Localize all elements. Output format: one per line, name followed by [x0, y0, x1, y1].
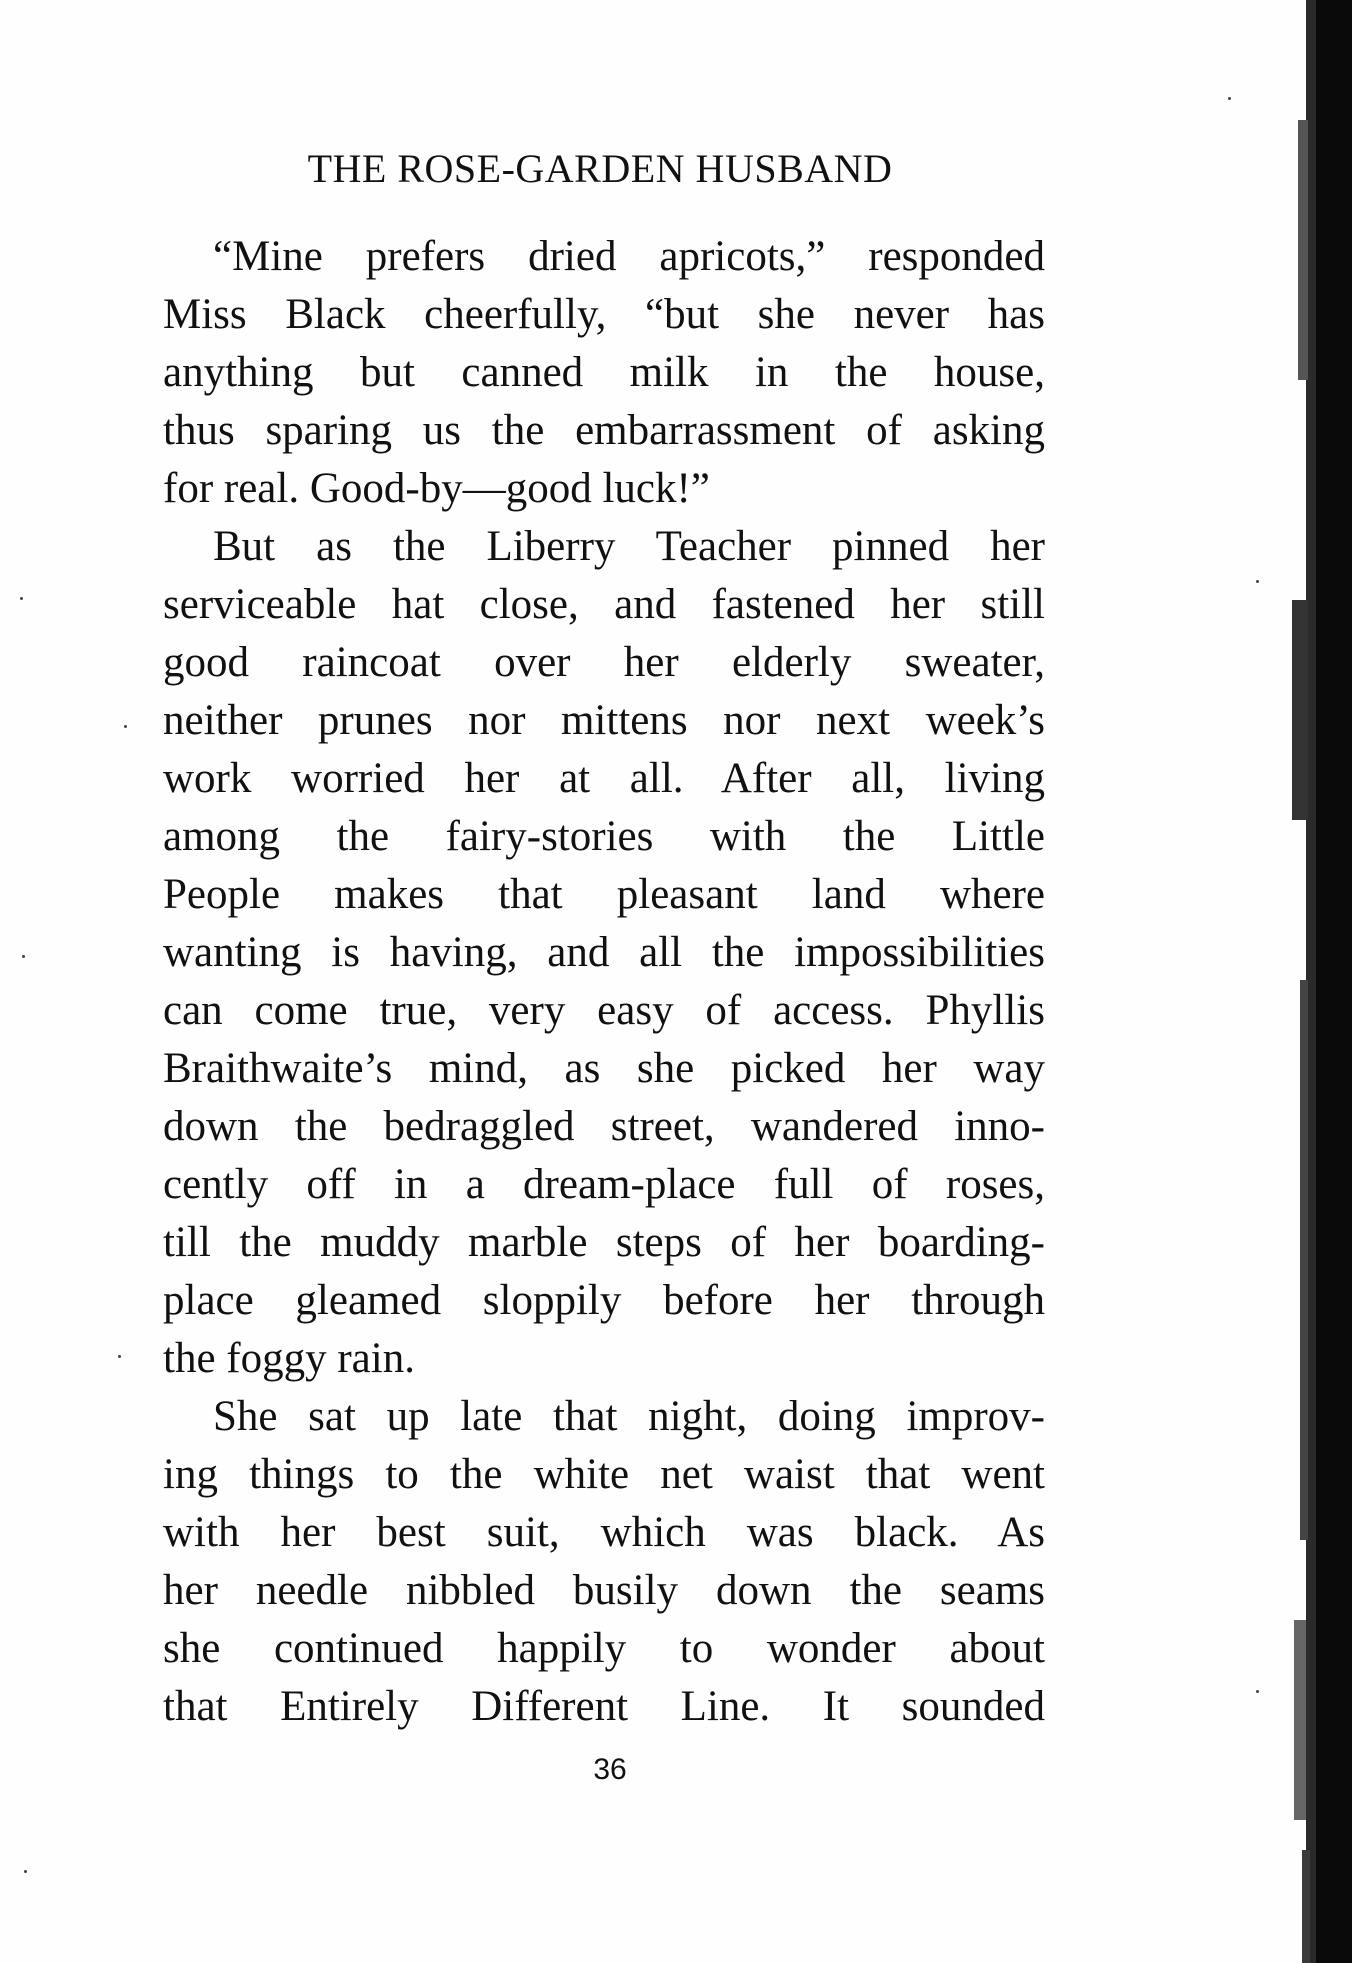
text-line: with her best suit, which was black. As [163, 1509, 1045, 1556]
text-line: People makes that pleasant land where [163, 871, 1045, 918]
text-line: the foggy rain. [163, 1335, 415, 1382]
text-line: neither prunes nor mittens nor next week’s [163, 697, 1045, 744]
text-line: She sat up late that night, doing improv- [213, 1393, 1045, 1440]
text-line: place gleamed sloppily before her through [163, 1277, 1045, 1324]
text-line: her needle nibbled busily down the seams [163, 1567, 1045, 1614]
text-line: till the muddy marble steps of her boarding- [163, 1219, 1045, 1266]
scan-speck [20, 597, 23, 600]
text-line: work worried her at all. After all, living [163, 755, 1045, 802]
text-line: for real. Good-by—good luck!” [163, 465, 710, 512]
text-line: Braithwaite’s mind, as she picked her way [163, 1045, 1045, 1092]
text-line: Miss Black cheerfully, “but she never has [163, 291, 1045, 338]
text-line: serviceable hat close, and fastened her still [163, 581, 1045, 628]
text-line: down the bedraggled street, wandered inno- [163, 1103, 1045, 1150]
body-text [163, 228, 1045, 1736]
scan-speck [24, 1870, 27, 1873]
page-number: 36 [593, 1753, 627, 1786]
scan-speck [118, 1355, 121, 1358]
text-line: cently off in a dream-place full of roses, [163, 1161, 1045, 1208]
text-line: good raincoat over her elderly sweater, [163, 639, 1045, 686]
text-line: “Mine prefers dried apricots,” responded [213, 233, 1045, 280]
scan-speck [1256, 1690, 1259, 1693]
running-head: THE ROSE-GARDEN HUSBAND [307, 146, 893, 191]
binding-shadow [1262, 0, 1352, 1963]
scan-speck [1256, 580, 1259, 583]
text-line: But as the Liberry Teacher pinned her [213, 523, 1045, 570]
text-line: wanting is having, and all the impossibilities [163, 929, 1045, 976]
scan-speck [1228, 97, 1231, 100]
text-line: anything but canned milk in the house, [163, 349, 1045, 396]
text-line: thus sparing us the embarrassment of asking [163, 407, 1045, 454]
text-line: among the fairy-stories with the Little [163, 813, 1045, 860]
text-line: she continued happily to wonder about [163, 1625, 1045, 1672]
text-line: ing things to the white net waist that went [163, 1451, 1045, 1498]
scan-speck [22, 955, 25, 958]
text-line: can come true, very easy of access. Phyllis [163, 987, 1045, 1034]
scan-speck [124, 725, 127, 728]
text-line: that Entirely Different Line. It sounded [163, 1683, 1045, 1730]
